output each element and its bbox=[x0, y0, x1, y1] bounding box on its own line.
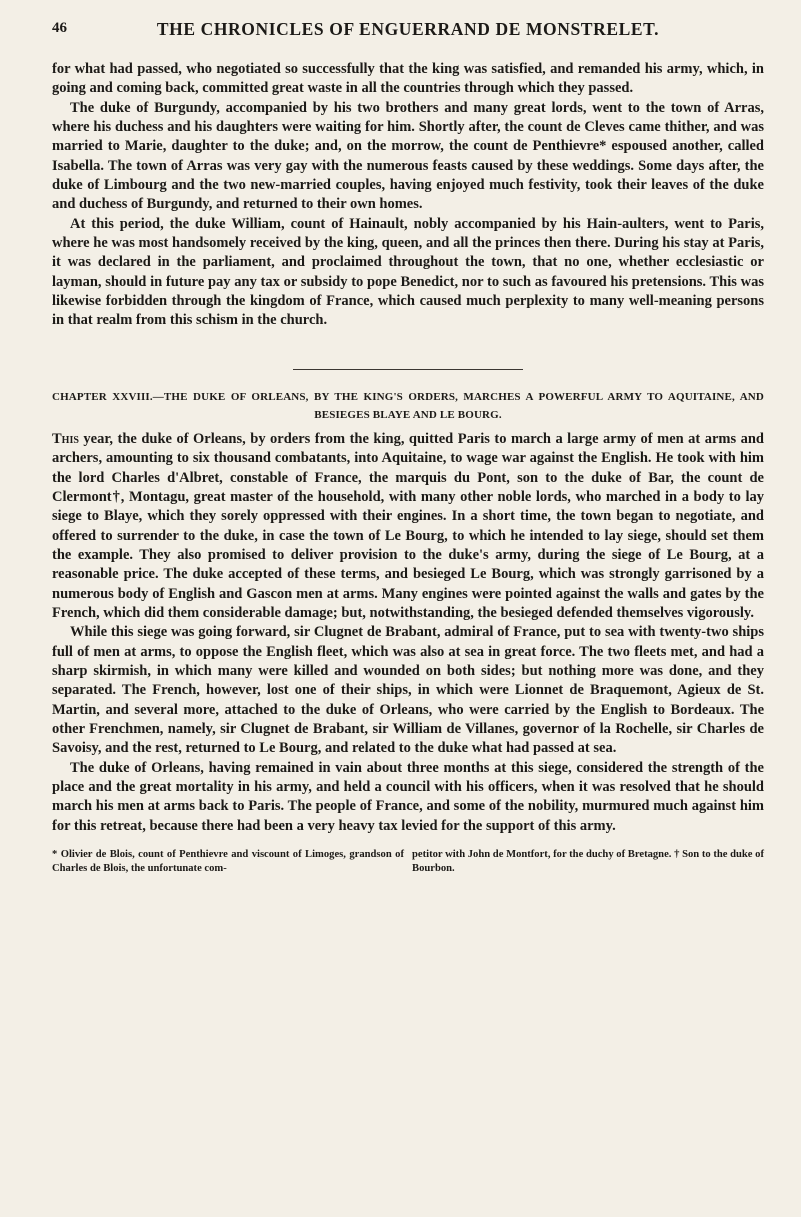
chapter-first-paragraph-text: year, the duke of Orleans, by orders from the king, quitted Paris to march a large army of men at arms and archers, amounting to six thousand combatants, into Aquitaine, to wage war against the English. He took with him the lord Charles d'Albret, constable of France, the marquis du Pont, son to the duke of Bar, the count de Clermont†, Montagu, great master of the household, with many other noble lords, who marched in a body to lay siege to Blaye, which they sorely oppressed with their engines. In a short time, the town began to negotiate, and offered to surrender to the duke, in case the town of Le Bourg, to which he intended to lay siege, should set them the example. They also promised to deliver provision to the duke's army, during the siege of Le Bourg, at a reasonable price. The duke accepted of these terms, and besieged Le Bourg, which was strongly garrisoned by a numerous body of English and Gascon men at arms. Many engines were pointed against the walls and gates by the French, which did them considerable damage; but, notwithstanding, the besieged defended themselves vigorously. bbox=[52, 430, 764, 621]
book-page bbox=[52, 20, 764, 876]
section-divider bbox=[293, 369, 523, 370]
paragraph: for what had passed, who negotiated so successfully that the king was satisfied, and remanded his army, which, in going and coming back, committed great waste in all the countries through which they passed. bbox=[52, 61, 764, 97]
chapter-first-paragraph bbox=[52, 430, 764, 623]
running-title: THE CHRONICLES OF ENGUERRAND DE MONSTRELET. bbox=[156, 19, 660, 39]
paragraph: At this period, the duke William, count of Hainault, nobly accompanied by his Hain-aulters, went to Paris, where he was most handsomely received by the king, queen, and all the princes then there. During his stay at Paris, it was declared in the parliament, and proclaimed throughout the town, that no one, whether ecclesiastic or layman, should in future pay any tax or subsidy to pope Benedict, nor to such as favoured his pretensions. This was likewise forbidden through the kingdom of France, which caused much perplexity to many well-meaning persons in that realm from this schism in the church. bbox=[52, 215, 764, 329]
footnote-right: petitor with John de Montfort, for the duchy of Bretagne. † Son to the duke of Bourbon. bbox=[412, 849, 764, 875]
page-number: 46 bbox=[52, 20, 67, 36]
paragraph: The duke of Orleans, having remained in vain about three months at this siege, considered the strength of the place and the great mortality in his army, and held a council with his officers, when it was resolved that he should march his men at arms back to Paris. The people of France, and some of the nobility, murmured much against him for this retreat, because there had been a very heavy tax levied for the support of this army. bbox=[52, 759, 764, 834]
paragraph: While this siege was going forward, sir Clugnet de Brabant, admiral of France, put to sea with twenty-two ships full of men at arms, to oppose the English fleet, which was also at sea in great force. The two fleets met, and had a sharp skirmish, in which many were killed and wounded on both sides; but nothing more was done, and they separated. The French, however, lost one of their ships, in which were Lionnet de Braquemont, Agieux de St. Martin, and several more, attached to the duke of Orleans, who were carried by the English to Bordeaux. The other Frenchmen, namely, sir Clugnet de Brabant, sir William de Villanes, governor of la Rochelle, sir Charles de Savoisy, and the rest, returned to Le Bourg, and related to the duke what had passed at sea. bbox=[52, 624, 764, 757]
paragraph: The duke of Burgundy, accompanied by his two brothers and many great lords, went to the town of Arras, where his duchess and his daughters were waiting for him. Shortly after, the count de Cleves came thither, and was married to Marie, daughter to the duke; and, on the morrow, the count de Penthievre* espoused another, called Isabella. The town of Arras was very gay with the numerous feasts caused by these weddings. Some days after, the duke of Limbourg and the two new-married couples, having enjoyed much festivity, took their leaves of the duke and duchess of Burgundy, and returned to their own homes. bbox=[52, 99, 764, 213]
chapter-heading: CHAPTER XXVIII.—THE DUKE OF ORLEANS, BY THE KING'S ORDERS, MARCHES A POWERFUL ARMY TO AQUITAINE, AND BESIEGES BLAYE AND LE BOURG. bbox=[52, 390, 764, 421]
footnotes bbox=[52, 848, 764, 876]
chapter-first-word: This bbox=[52, 430, 79, 447]
page-header bbox=[52, 20, 764, 60]
footnote-left: * Olivier de Blois, count of Penthievre and viscount of Limoges, grandson of Charles de Blois, the unfortunate com- bbox=[52, 849, 404, 875]
main-text bbox=[52, 60, 764, 836]
